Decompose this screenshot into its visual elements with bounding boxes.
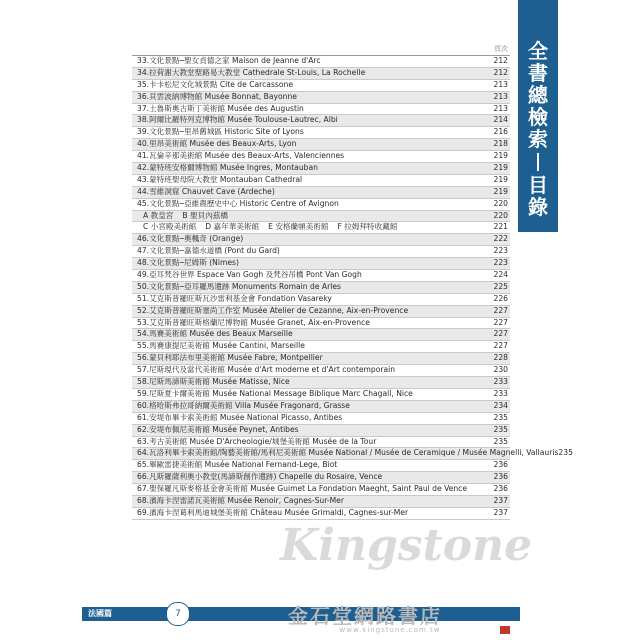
index-row (132, 104, 510, 116)
index-page-number: 219 (493, 186, 508, 196)
index-page-number: 216 (493, 127, 508, 137)
index-entry-text: 69.濱海卡涅葛利馬迪城堡美術館 Château Musée Grimaldi, Cagnes-sur-Mer (137, 507, 409, 517)
index-sub-entry: B 聖貝內茲橋 (182, 210, 228, 220)
index-entry-text: 55.馬賽康提尼美術館 Musée Cantini, Marseille (137, 341, 305, 351)
index-page-number: 236 (493, 484, 508, 494)
index-list (132, 55, 573, 520)
side-title-char: 全 (528, 39, 548, 63)
index-row (132, 270, 510, 282)
index-entry-text: 62.安堤布佩尼美術館 Musée Peynet, Antibes (137, 424, 299, 434)
index-entry-text: 54.馬賽美術館 Musée des Beaux Marseille (137, 329, 293, 339)
index-row (132, 68, 510, 80)
index-row (132, 211, 510, 223)
index-row (132, 175, 510, 187)
index-row (132, 318, 510, 330)
index-row (132, 365, 510, 377)
index-row (132, 496, 510, 508)
index-row (132, 234, 510, 246)
index-page-number: 221 (493, 222, 508, 232)
watermark-mark: Kingstone (280, 520, 533, 571)
index-entry-text (132, 211, 228, 222)
index-entry-text: 38.阿爾比羅特列克博物館 Musée Toulouse-Lautrec, Albi (137, 115, 338, 125)
index-row (132, 437, 510, 449)
index-page-number: 235 (493, 424, 508, 434)
footer-section-label: 法國篇 (88, 609, 112, 618)
index-entry-text: 42.蒙特班安格爾博物館 Musée Ingres, Montauban (137, 163, 318, 173)
index-entry-text: 40.里昂美術館 Musée des Beaux-Arts, Lyon (137, 139, 297, 149)
index-row (132, 472, 510, 484)
index-page-number: 220 (493, 198, 508, 208)
index-page-number: 222 (493, 234, 508, 244)
index-entry-text: 60.格哈斯弗拉哥納爾美術館 Villa Musée Fragonard, Grasse (137, 400, 350, 410)
index-page-number: 220 (493, 210, 508, 220)
index-row (132, 377, 510, 389)
index-entry-text: 35.卡卡松尼文化城景點 Cite de Carcassone (137, 79, 293, 89)
index-page-number: 227 (493, 329, 508, 339)
index-page-number: 227 (493, 341, 508, 351)
index-page-number: 226 (493, 293, 508, 303)
index-entry-text: 57.尼斯現代及當代美術館 Musée d'Art moderne et d'Art contemporain (137, 365, 396, 375)
index-row (132, 389, 510, 401)
index-entry-text: 49.亞耳梵谷世界 Espace Van Gogh 及梵谷吊橋 Pont Van Gogh (137, 270, 362, 280)
index-row (132, 151, 510, 163)
index-entry-text: 39.文化景點─里昂舊城區 Historic Site of Lyons (137, 127, 304, 137)
index-entry-text: 56.蒙貝利耶法布里美術館 Musée Fabre, Montpellier (137, 353, 323, 363)
index-page-number: 236 (493, 472, 508, 482)
watermark-brand: 金石堂網路書店 (288, 604, 442, 628)
index-entry-text: 36.貝雲波納博物館 Musée Bonnat, Bayonne (137, 91, 297, 101)
index-entry-text: 46.文化景點─奧楓奇 (Orange) (137, 234, 244, 244)
index-page-number: 233 (493, 377, 508, 387)
index-page-number: 233 (493, 388, 508, 398)
index-page-number: 219 (493, 151, 508, 161)
index-page-number: 235 (493, 436, 508, 446)
index-entry-text: 61.安堤布畢卡索美術館 Musée National Picasso, Antibes (137, 412, 343, 422)
side-title-char: 書 (528, 61, 548, 85)
index-row (132, 341, 510, 353)
index-row (132, 329, 510, 341)
footer-page-number: 7 (166, 602, 190, 626)
index-sub-entry: F 拉姆拜特收藏館 (337, 222, 398, 232)
side-title-divider (537, 153, 539, 171)
index-page-number: 227 (493, 305, 508, 315)
index-sub-entry: A 教皇宮 (143, 210, 174, 220)
side-title-char: 檢 (528, 105, 548, 129)
index-row (132, 401, 510, 413)
index-row (132, 258, 510, 270)
index-page-number: 228 (493, 353, 508, 363)
index-page-number: 237 (493, 507, 508, 517)
index-sub-entry: E 安格蘭頓美術館 (268, 222, 329, 232)
side-title-char: 總 (528, 83, 548, 107)
index-row (132, 294, 510, 306)
index-page-number: 223 (493, 246, 508, 256)
index-entry-text: 52.艾克斯普羅旺斯塞尚工作室 Musée Atelier de Cezanne, Aix-en-Provence (137, 305, 409, 315)
index-page-number: 225 (493, 281, 508, 291)
index-row (132, 163, 510, 175)
index-page-number: 230 (493, 365, 508, 375)
index-page-number: 218 (493, 139, 508, 149)
index-entry-text: 64.瓦洛利畢卡索美術館/陶藝美術館/馬利尼美術館 Musée National / Musée de Ceramique / Musée Magnelli, Vallauris (137, 448, 559, 458)
index-page-number: 219 (493, 163, 508, 173)
index-row (132, 199, 510, 211)
side-title (518, 40, 558, 218)
index-page-number: 227 (493, 317, 508, 327)
index-page-number: 213 (493, 91, 508, 101)
index-row (132, 187, 510, 199)
corner-mark (500, 626, 510, 634)
index-entry-text: 51.艾克斯普羅旺斯瓦沙雷利基金會 Fondation Vasareky (137, 293, 332, 303)
index-entry-text: 48.文化景點─尼姆斯 (Nimes) (137, 258, 239, 268)
index-row (132, 139, 510, 151)
index-entry-text: 63.考古美術館 Musée D'Archeologie/城堡美術館 Musée de la Tour (137, 436, 377, 446)
index-page-number: 213 (493, 79, 508, 89)
index-row (132, 306, 510, 318)
index-page-number: 236 (493, 460, 508, 470)
index-row (132, 282, 510, 294)
index-entry-text: 68.濱海卡涅雷諾瓦美術館 Musée Renoir, Cagnes-Sur-Mer (137, 495, 344, 505)
index-entry-text: 58.尼斯馬諦斯美術館 Musée Matisse, Nice (137, 377, 290, 387)
index-entry-text: 37.土魯斯奧古斯丁美術館 Musée des Augustin (137, 103, 304, 113)
index-row (132, 222, 510, 234)
index-page-number: 223 (493, 258, 508, 268)
index-entry-text: 34.拉荷謝大教堂聖路易大教堂 Cathedrale St-Louis, La Rochelle (137, 67, 366, 77)
index-page-number: 219 (493, 174, 508, 184)
index-row (132, 413, 510, 425)
index-page-number: 213 (493, 103, 508, 113)
index-page-number: 235 (493, 412, 508, 422)
index-entry-text: 33.文化景點─聖女貞德之家 Maison de Jeanne d'Arc (137, 56, 321, 65)
index-row (132, 353, 510, 365)
index-page-number: 214 (493, 115, 508, 125)
index-page-number: 237 (493, 495, 508, 505)
index-entry-text: 41.瓦倫辛那美術館 Musée des Beaux-Arts, Valenciennes (137, 151, 345, 161)
index-entry-text: 47.文化景點─嘉德水道橋 (Pont du Gard) (137, 246, 280, 256)
index-row (132, 460, 510, 472)
index-entry-text: 53.艾克斯普羅旺斯格蘭尼博物館 Musée Granet, Aix-en-Provence (137, 317, 370, 327)
index-row (132, 508, 510, 520)
index-sub-entry: D 嘉年華美術館 (205, 222, 260, 232)
index-row (132, 92, 510, 104)
index-page-number: 234 (493, 400, 508, 410)
index-row (132, 246, 510, 258)
index-row (132, 127, 510, 139)
side-title-char: 索 (528, 127, 548, 151)
index-page-number: 212 (493, 67, 508, 77)
index-page-number: 235 (558, 448, 573, 458)
side-title-char: 錄 (528, 195, 548, 219)
index-row (132, 448, 573, 460)
index-page-number: 224 (493, 270, 508, 280)
index-entry-text: 67.聖保羅凡斯麥格基金會美術館 Musée Guimet La Fondation Maeght, Saint Paul de Vence (137, 484, 468, 494)
index-entry-text: 45.文化景點─亞維農歷史中心 Historic Centre of Avignon (137, 198, 339, 208)
index-row (132, 80, 510, 92)
index-entry-text: 44.雪維洞窟 Chauvet Cave (Ardeche) (137, 186, 275, 196)
page-column-header: 頁次 (494, 45, 508, 53)
index-entry-text: 43.蒙特班聖母院大教堂 Montauban Cathedral (137, 174, 303, 184)
index-entry-text (132, 222, 397, 233)
index-entry-text: 50.文化景點─亞耳羅馬遺跡 Monuments Romain de Arles (137, 281, 341, 291)
index-row (132, 425, 510, 437)
side-title-char: 目 (528, 173, 548, 197)
index-entry-text: 59.尼斯夏卡爾美術館 Musée National Message Biblique Marc Chagall, Nice (137, 388, 413, 398)
index-sub-entry: C 小宮殿美術館 (143, 222, 197, 232)
side-tab (518, 0, 558, 232)
index-entry-text: 66.凡斯羅薩利奧小教堂(馬諦斯創作遺跡) Chapelle du Rosaire, Vence (137, 472, 383, 482)
index-row (132, 56, 510, 68)
index-page-number: 212 (493, 56, 508, 65)
index-row (132, 484, 510, 496)
watermark-url: www.kingstone.com.tw (339, 626, 441, 634)
index-entry-text: 65.畢歐雷捷美術館 Musée National Fernand-Lege, Biot (137, 460, 338, 470)
index-row (132, 115, 510, 127)
